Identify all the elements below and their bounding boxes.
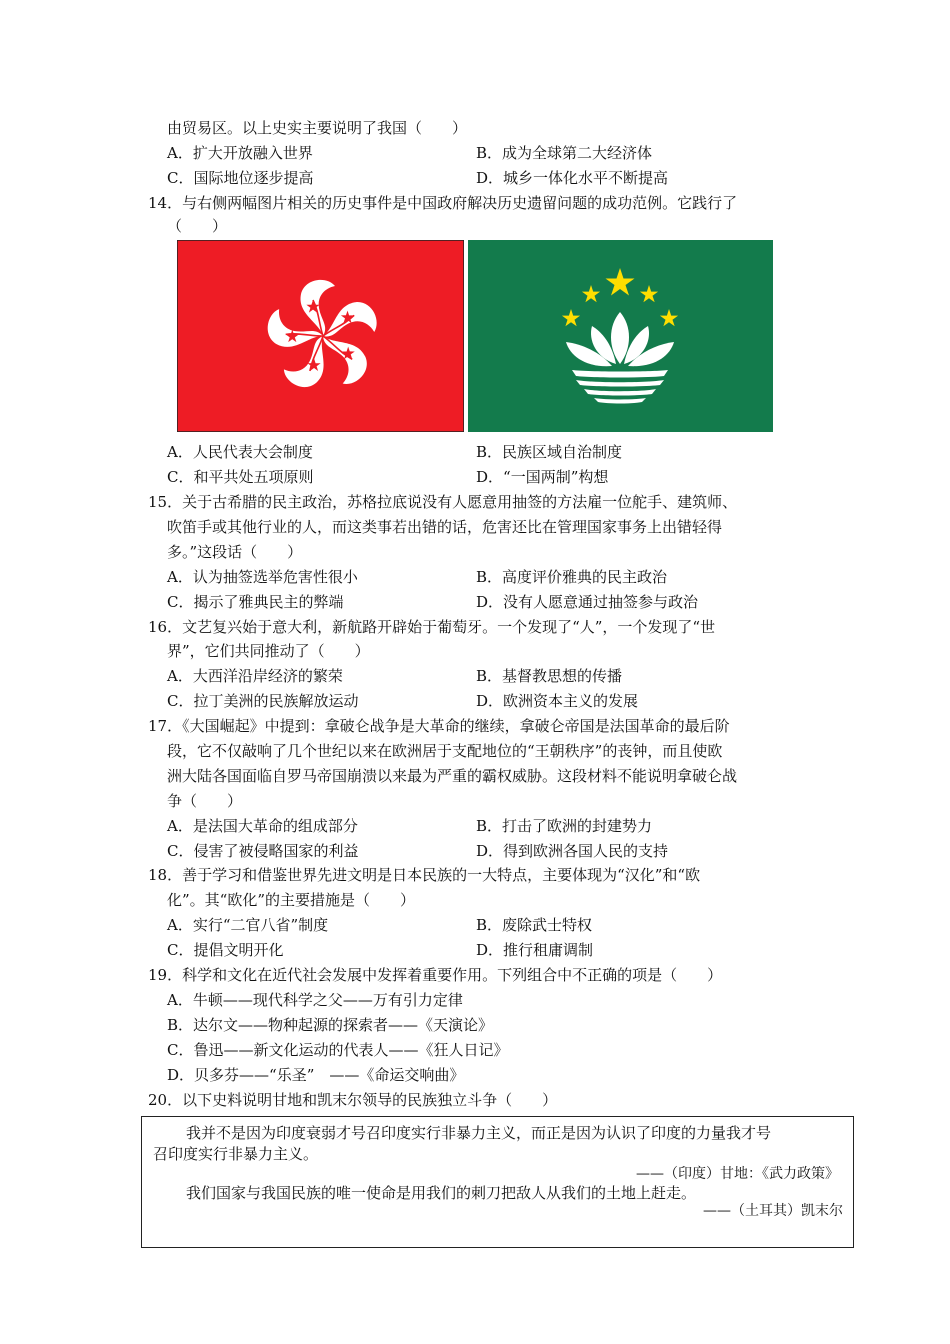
- q17-option-c[interactable]: C．侵害了被侵略国家的利益: [167, 842, 359, 860]
- kemal-source: ——（土耳其）凯末尔: [703, 1203, 843, 1219]
- gandhi-source: ——（印度）甘地：《武力政策》: [636, 1166, 839, 1182]
- question-17-stem-line-1: 17．《大国崛起》中提到：拿破仑战争是大革命的继续，拿破仑帝国是法国革命的最后阶: [148, 717, 730, 735]
- question-17-stem-line-4: 争（ ）: [167, 792, 243, 810]
- gandhi-quote-line-2: 召印度实行非暴力主义。: [153, 1145, 319, 1163]
- q19-option-b[interactable]: B．达尔文——物种起源的探索者——《天演论》: [167, 1016, 494, 1034]
- q16-option-b[interactable]: B．基督教思想的传播: [476, 667, 623, 685]
- kemal-quote: 我们国家与我国民族的唯一使命是用我们的刺刀把敌人从我们的土地上赶走。: [186, 1184, 697, 1202]
- q15-option-a[interactable]: A．认为抽签选举危害性很小: [167, 568, 358, 586]
- question-19-stem: 19．科学和文化在近代社会发展中发挥着重要作用。下列组合中不正确的项是（ ）: [148, 966, 723, 984]
- q16-option-c[interactable]: C．拉丁美洲的民族解放运动: [167, 692, 359, 710]
- question-14-stem-line-2: （ ）: [167, 217, 228, 235]
- question-17-stem-line-2: 段，它不仅敲响了几个世纪以来在欧洲居于支配地位的“王朝秩序”的丧钟，而且使欧: [167, 742, 723, 760]
- question-20-stem: 20．以下史料说明甘地和凯末尔领导的民族独立斗争（ ）: [148, 1091, 558, 1109]
- source-material-box: [141, 1116, 854, 1248]
- q14-option-d[interactable]: D．“一国两制”构想: [476, 468, 609, 486]
- q17-option-b[interactable]: B．打击了欧洲的封建势力: [476, 817, 653, 835]
- q19-option-d[interactable]: D．贝多芬——“乐圣” ——《命运交响曲》: [167, 1066, 465, 1084]
- q13-option-c[interactable]: C．国际地位逐步提高: [167, 169, 314, 187]
- q18-option-b[interactable]: B．废除武士特权: [476, 916, 593, 934]
- question-15-stem-line-2: 吹笛手或其他行业的人，而这类事若出错的话，危害还比在管理国家事务上出错轻得: [167, 518, 723, 536]
- q16-option-a[interactable]: A．大西洋沿岸经济的繁荣: [167, 667, 343, 685]
- q13-option-a[interactable]: A．扩大开放融入世界: [167, 144, 313, 162]
- q15-option-d[interactable]: D．没有人愿意通过抽签参与政治: [476, 593, 699, 611]
- hong-kong-flag-image: [177, 240, 464, 432]
- q15-option-b[interactable]: B．高度评价雅典的民主政治: [476, 568, 668, 586]
- question-18-stem-line-1: 18．善于学习和借鉴世界先进文明是日本民族的一大特点，主要体现为“汉化”和“欧: [148, 866, 701, 884]
- question-13-stem-tail: 由贸易区。以上史实主要说明了我国（ ）: [167, 119, 468, 137]
- question-15-stem-line-3: 多。”这段话（ ）: [167, 543, 303, 561]
- question-14-stem-line-1: 14．与右侧两幅图片相关的历史事件是中国政府解决历史遗留问题的成功范例。它践行了: [148, 194, 738, 212]
- q19-option-c[interactable]: C．鲁迅——新文化运动的代表人——《狂人日记》: [167, 1041, 509, 1059]
- q16-option-d[interactable]: D．欧洲资本主义的发展: [476, 692, 639, 710]
- q18-option-a[interactable]: A．实行“二官八省”制度: [167, 916, 329, 934]
- macau-flag-image: [468, 240, 773, 432]
- question-15-stem-line-1: 15．关于古希腊的民主政治，苏格拉底说没有人愿意用抽签的方法雇一位舵手、建筑师、: [148, 493, 738, 511]
- question-17-stem-line-3: 洲大陆各国面临自罗马帝国崩溃以来最为严重的霸权威胁。这段材料不能说明拿破仑战: [167, 767, 738, 785]
- q15-option-c[interactable]: C．揭示了雅典民主的弊端: [167, 593, 344, 611]
- question-16-stem-line-1: 16．文艺复兴始于意大利，新航路开辟始于葡萄牙。一个发现了“人”，一个发现了“世: [148, 618, 716, 636]
- gandhi-quote-line-1: 我并不是因为印度衰弱才号召印度实行非暴力主义，而正是因为认识了印度的力量我才号: [186, 1124, 772, 1142]
- q18-option-d[interactable]: D．推行租庸调制: [476, 941, 594, 959]
- q17-option-a[interactable]: A．是法国大革命的组成部分: [167, 817, 358, 835]
- q13-option-b[interactable]: B．成为全球第二大经济体: [476, 144, 653, 162]
- question-18-stem-line-2: 化”。其“欧化”的主要措施是（ ）: [167, 891, 416, 909]
- question-16-stem-line-2: 界”，它们共同推动了（ ）: [167, 642, 370, 660]
- q14-option-a[interactable]: A．人民代表大会制度: [167, 443, 313, 461]
- q13-option-d[interactable]: D．城乡一体化水平不断提高: [476, 169, 669, 187]
- q19-option-a[interactable]: A．牛顿——现代科学之父——万有引力定律: [167, 991, 463, 1009]
- q14-option-c[interactable]: C．和平共处五项原则: [167, 468, 314, 486]
- q14-option-b[interactable]: B．民族区域自治制度: [476, 443, 623, 461]
- q17-option-d[interactable]: D．得到欧洲各国人民的支持: [476, 842, 669, 860]
- q18-option-c[interactable]: C．提倡文明开化: [167, 941, 284, 959]
